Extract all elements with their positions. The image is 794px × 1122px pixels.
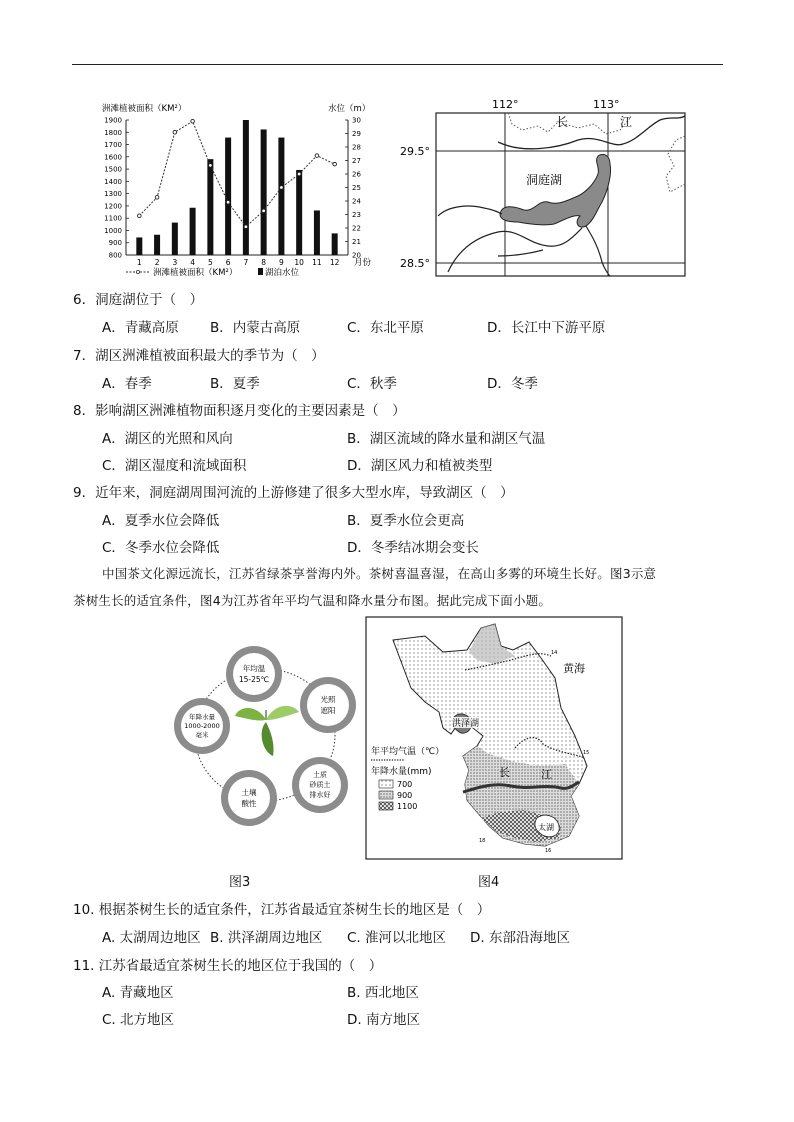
svg-text:土壤: 土壤 <box>241 788 257 797</box>
boundary-dotted-east <box>666 136 685 192</box>
q11-stem: 11. 江苏省最适宜茶树生长的地区位于我国的（ ） <box>73 958 383 974</box>
tai-lake-label: 太湖 <box>538 823 554 832</box>
q6-option-a[interactable]: A．青藏高原 <box>102 320 179 336</box>
legend-700: 700 <box>397 780 413 789</box>
water-level-bar <box>136 237 142 255</box>
vegetation-line <box>139 121 334 227</box>
svg-text:遮阳: 遮阳 <box>320 706 336 715</box>
bar-series <box>136 120 337 255</box>
line-markers <box>138 119 337 228</box>
dongting-lake <box>500 154 611 227</box>
svg-text:光照: 光照 <box>320 695 336 704</box>
condition-circle-temp <box>226 646 282 702</box>
q6-option-b[interactable]: B．内蒙古高原 <box>210 320 301 336</box>
condition-circle-light <box>300 677 356 733</box>
condition-circle-soil-texture <box>292 757 348 813</box>
header-rule <box>72 64 723 65</box>
vegetation-point <box>315 154 319 158</box>
legend-1100: 1100 <box>397 802 418 811</box>
q7-option-b[interactable]: B．夏季 <box>210 376 260 392</box>
yangtze-river <box>498 116 685 149</box>
river-char-chang: 长 <box>499 766 510 779</box>
water-level-bar <box>278 138 284 255</box>
month-label: 9 <box>279 258 284 267</box>
q10-stem: 10. 根据茶树生长的适宜条件，江苏省最适宜茶树生长的地区是（ ） <box>73 902 491 918</box>
left-tick-label: 1600 <box>104 153 122 162</box>
month-label: 8 <box>261 258 267 267</box>
isotherm-18-label: 18 <box>479 838 486 844</box>
right-tick-label: 22 <box>352 224 361 233</box>
q8-stem: 8．影响湖区洲滩植物面积逐月变化的主要因素是（ ） <box>73 403 406 419</box>
q7-option-c[interactable]: C．秋季 <box>347 376 397 392</box>
river-li <box>438 206 502 216</box>
water-level-bar <box>314 210 320 255</box>
water-level-bar <box>154 235 160 255</box>
isotherm-14-label: 14 <box>551 650 558 656</box>
left-tick-label: 1800 <box>104 128 122 137</box>
lon-113: 113° <box>593 98 620 111</box>
left-tick-label: 1900 <box>104 116 122 125</box>
svg-text:排水好: 排水好 <box>309 791 331 799</box>
left-tick-label: 1100 <box>104 214 122 223</box>
left-tick-label: 1400 <box>104 177 122 186</box>
month-label: 1 <box>136 258 142 267</box>
legend-700-swatch <box>379 780 393 788</box>
water-level-bar <box>225 138 231 255</box>
svg-text:15-25℃: 15-25℃ <box>238 675 270 684</box>
right-tick-label: 21 <box>352 238 361 246</box>
month-label: 7 <box>243 258 249 267</box>
q11-option-d[interactable]: D. 南方地区 <box>347 1012 420 1028</box>
svg-text:1000-2000: 1000-2000 <box>184 722 220 730</box>
right-tick-label: 24 <box>352 197 361 206</box>
left-axis-ticks <box>104 117 129 260</box>
month-label: 3 <box>172 258 178 267</box>
water-level-bar <box>261 129 267 255</box>
q10-option-c[interactable]: C. 淮河以北地区 <box>347 930 447 946</box>
tea-leaf-icon <box>235 706 299 756</box>
figure4-caption: 图4 <box>478 875 500 890</box>
right-tick-label: 20 <box>352 251 361 260</box>
legend-line-marker <box>136 270 139 273</box>
isotherm-15-label: 15 <box>583 750 590 756</box>
water-level-bar <box>243 120 249 255</box>
right-axis-ticks <box>345 117 361 260</box>
q8-option-b[interactable]: B．湖区流域的降水量和湖区气温 <box>347 431 546 447</box>
left-tick-label: 1000 <box>104 226 122 235</box>
right-tick-label: 27 <box>352 157 361 165</box>
figure3-diagram <box>165 640 365 830</box>
svg-text:砂质土: 砂质土 <box>309 781 331 789</box>
lake-label: 洞庭湖 <box>526 173 563 187</box>
water-level-bar <box>172 223 178 255</box>
vegetation-point <box>191 119 195 123</box>
figure3-caption: 图3 <box>229 875 251 890</box>
condition-circle-soil-acidity <box>221 770 277 826</box>
q11-option-c[interactable]: C. 北方地区 <box>102 1012 175 1028</box>
x-axis-categories <box>137 258 340 267</box>
legend-line-label: 洲滩植被面积（KM²） <box>153 268 238 278</box>
q8-option-a[interactable]: A．湖区的光照和风向 <box>102 431 233 447</box>
q6-option-d[interactable]: D．长江中下游平原 <box>487 320 606 336</box>
lat-28-5: 28.5° <box>400 257 430 270</box>
month-label: 11 <box>312 258 322 267</box>
passage-line-2: 茶树生长的适宜条件，图4为江苏省年平均气温和降水量分布图。据此完成下面小题。 <box>73 593 552 608</box>
legend-900-swatch <box>379 791 393 799</box>
q8-option-c[interactable]: C．湖区湿度和流域面积 <box>102 458 247 474</box>
svg-text:毫米: 毫米 <box>195 731 209 739</box>
river-char-jiang: 江 <box>620 115 633 129</box>
boundary-dotted <box>508 113 633 134</box>
x-unit-label: 月份 <box>354 258 372 268</box>
water-level-bar <box>190 208 196 255</box>
month-label: 6 <box>225 258 231 267</box>
q9-option-d[interactable]: D．冬季结冰期会变长 <box>347 540 479 556</box>
vegetation-point <box>209 164 213 168</box>
month-label: 12 <box>329 258 340 267</box>
legend-temp-label: 年平均气温（℃） <box>371 747 445 757</box>
legend-900: 900 <box>397 791 413 800</box>
condition-circle-precip <box>174 698 230 754</box>
right-tick-label: 30 <box>352 116 361 125</box>
water-level-bar <box>207 159 213 255</box>
q10-option-a[interactable]: A. 太湖周边地区 <box>102 930 201 946</box>
water-level-bar <box>296 170 302 255</box>
lat-29-5: 29.5° <box>400 145 430 158</box>
q7-option-d[interactable]: D．冬季 <box>487 376 538 392</box>
month-label: 5 <box>207 258 213 267</box>
left-tick-label: 1200 <box>104 202 122 211</box>
q9-option-a[interactable]: A．夏季水位会降低 <box>102 513 220 529</box>
svg-text:年降水量: 年降水量 <box>189 713 215 721</box>
right-tick-label: 28 <box>352 143 361 152</box>
chart-right-title: 水位（m） <box>328 104 371 114</box>
vegetation-point <box>155 196 159 200</box>
river-char-jiang: 江 <box>541 768 552 781</box>
vegetation-point <box>297 172 301 176</box>
vegetation-point <box>333 162 337 166</box>
isotherm-16-label: 16 <box>545 848 552 854</box>
q8-option-d[interactable]: D．湖区风力和植被类型 <box>347 458 493 474</box>
river-yuan <box>448 228 582 272</box>
legend-1100-swatch <box>379 802 393 810</box>
q10-option-b[interactable]: B. 洪泽湖周边地区 <box>210 930 323 946</box>
passage-line-1: 中国茶文化源远流长，江苏省绿茶享誉海内外。茶树喜温喜湿，在高山多雾的环境生长好。图3示意 <box>102 566 657 581</box>
svg-text:酸性: 酸性 <box>241 799 257 808</box>
right-tick-label: 26 <box>352 170 361 179</box>
q9-option-b[interactable]: B．夏季水位会更高 <box>347 513 465 529</box>
legend-bar-label: 湖泊水位 <box>265 268 300 278</box>
river-char-chang: 长 <box>556 115 569 129</box>
map-frame <box>436 113 685 276</box>
month-label: 2 <box>154 258 160 267</box>
q7-option-a[interactable]: A．春季 <box>102 376 152 392</box>
q6-option-c[interactable]: C．东北平原 <box>347 320 424 336</box>
svg-text:土质: 土质 <box>313 771 327 779</box>
month-label: 4 <box>190 258 195 267</box>
hongze-lake-label: 洪泽湖 <box>452 719 480 729</box>
q9-option-c[interactable]: C．冬季水位会降低 <box>102 540 220 556</box>
water-level-bar <box>332 233 338 255</box>
right-tick-label: 29 <box>352 130 361 138</box>
left-tick-label: 800 <box>108 251 122 260</box>
q9-stem: 9．近年来，洞庭湖周围河流的上游修建了很多大型水库，导致湖区（ ） <box>73 485 514 501</box>
left-tick-label: 1700 <box>104 141 122 150</box>
vegetation-point <box>262 209 266 213</box>
vegetation-point <box>244 225 248 229</box>
vegetation-point <box>226 200 230 204</box>
vegetation-point <box>173 130 177 134</box>
left-tick-label: 1300 <box>104 190 122 199</box>
sea-label: 黄海 <box>563 662 585 675</box>
legend-bar-swatch <box>258 268 263 275</box>
q7-stem: 7．湖区洲滩植被面积最大的季节为（ ） <box>73 348 325 364</box>
q11-option-a[interactable]: A. 青藏地区 <box>102 985 174 1001</box>
legend-precip-label: 年降水量(mm) <box>371 767 432 777</box>
left-tick-label: 1500 <box>104 165 122 174</box>
vegetation-point <box>138 214 142 218</box>
q11-option-b[interactable]: B. 西北地区 <box>347 985 419 1001</box>
month-label: 10 <box>294 258 304 267</box>
vegetation-point <box>280 186 284 190</box>
figure2-map <box>398 96 688 278</box>
svg-text:年均温: 年均温 <box>242 664 266 673</box>
figure1-chart <box>98 100 380 280</box>
figure4-map <box>365 616 623 860</box>
chart-left-title: 洲滩植被面积（KM²） <box>102 104 187 114</box>
right-tick-label: 23 <box>352 211 361 219</box>
q6-stem: 6．洞庭湖位于（ ） <box>73 292 204 308</box>
lon-112: 112° <box>492 98 519 111</box>
river-xiang <box>586 226 610 276</box>
q10-option-d[interactable]: D. 东部沿海地区 <box>470 930 570 946</box>
right-tick-label: 25 <box>352 184 361 192</box>
left-tick-label: 900 <box>108 239 122 248</box>
